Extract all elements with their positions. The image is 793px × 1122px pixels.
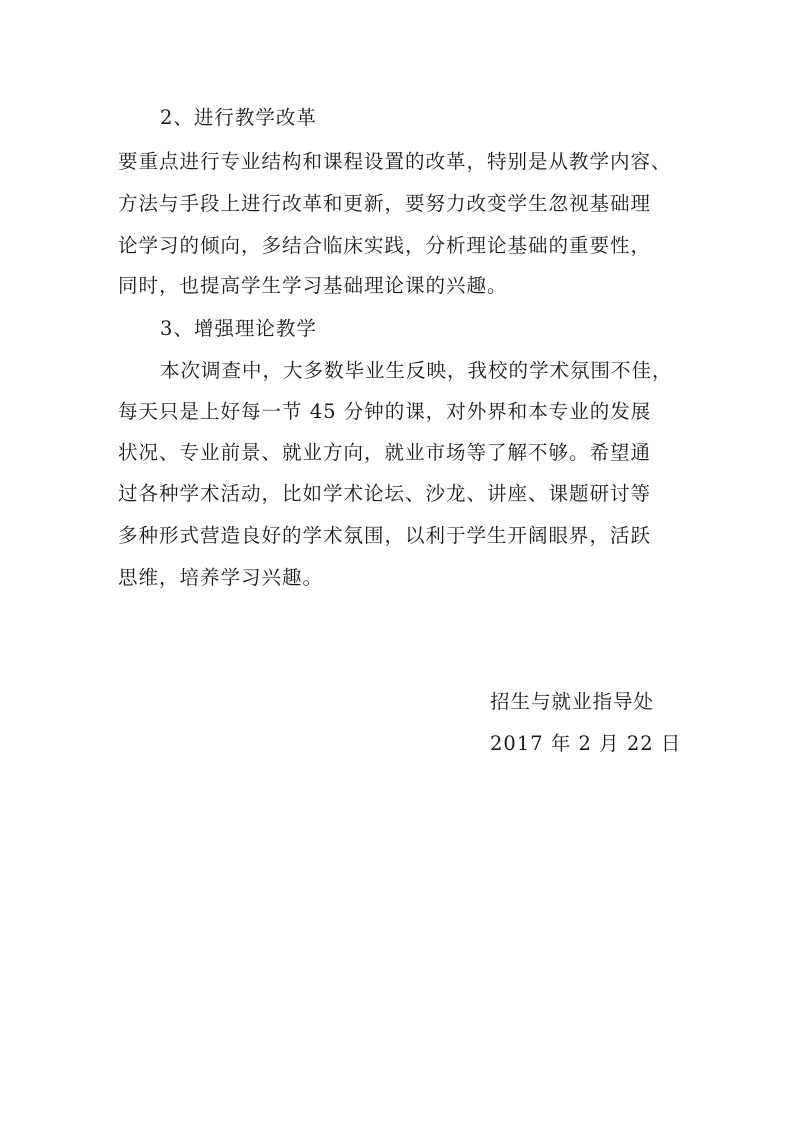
section3-heading: 3、增强理论教学 <box>160 317 317 340</box>
section2-line-2: 方法与手段上进行改革和更新，要努力改变学生忽视基础理 <box>118 192 652 215</box>
section2-line-1: 要重点进行专业结构和课程设置的改革，特别是从教学内容、 <box>118 150 672 173</box>
signature-department: 招生与就业指导处 <box>490 690 655 713</box>
section2-heading: 2、进行教学改革 <box>160 106 317 129</box>
section3-line-1: 本次调查中，大多数毕业生反映，我校的学术氛围不佳， <box>160 359 673 382</box>
signature-date: 2017 年 2 月 22 日 <box>490 732 682 755</box>
section3-line-4: 过各种学术活动，比如学术论坛、沙龙、讲座、课题研讨等 <box>118 482 652 505</box>
section2-line-4: 同时，也提高学生学习基础理论课的兴趣。 <box>118 274 508 297</box>
section3-line-5: 多种形式营造良好的学术氛围，以利于学生开阔眼界，活跃 <box>118 524 652 547</box>
section2-line-3: 论学习的倾向，多结合临床实践，分析理论基础的重要性， <box>118 234 652 257</box>
section3-line-3: 状况、专业前景、就业方向，就业市场等了解不够。希望通 <box>118 441 652 464</box>
section3-line-2: 每天只是上好每一节 45 分钟的课，对外界和本专业的发展 <box>118 400 652 423</box>
section3-line-6: 思维，培养学习兴趣。 <box>118 566 324 589</box>
